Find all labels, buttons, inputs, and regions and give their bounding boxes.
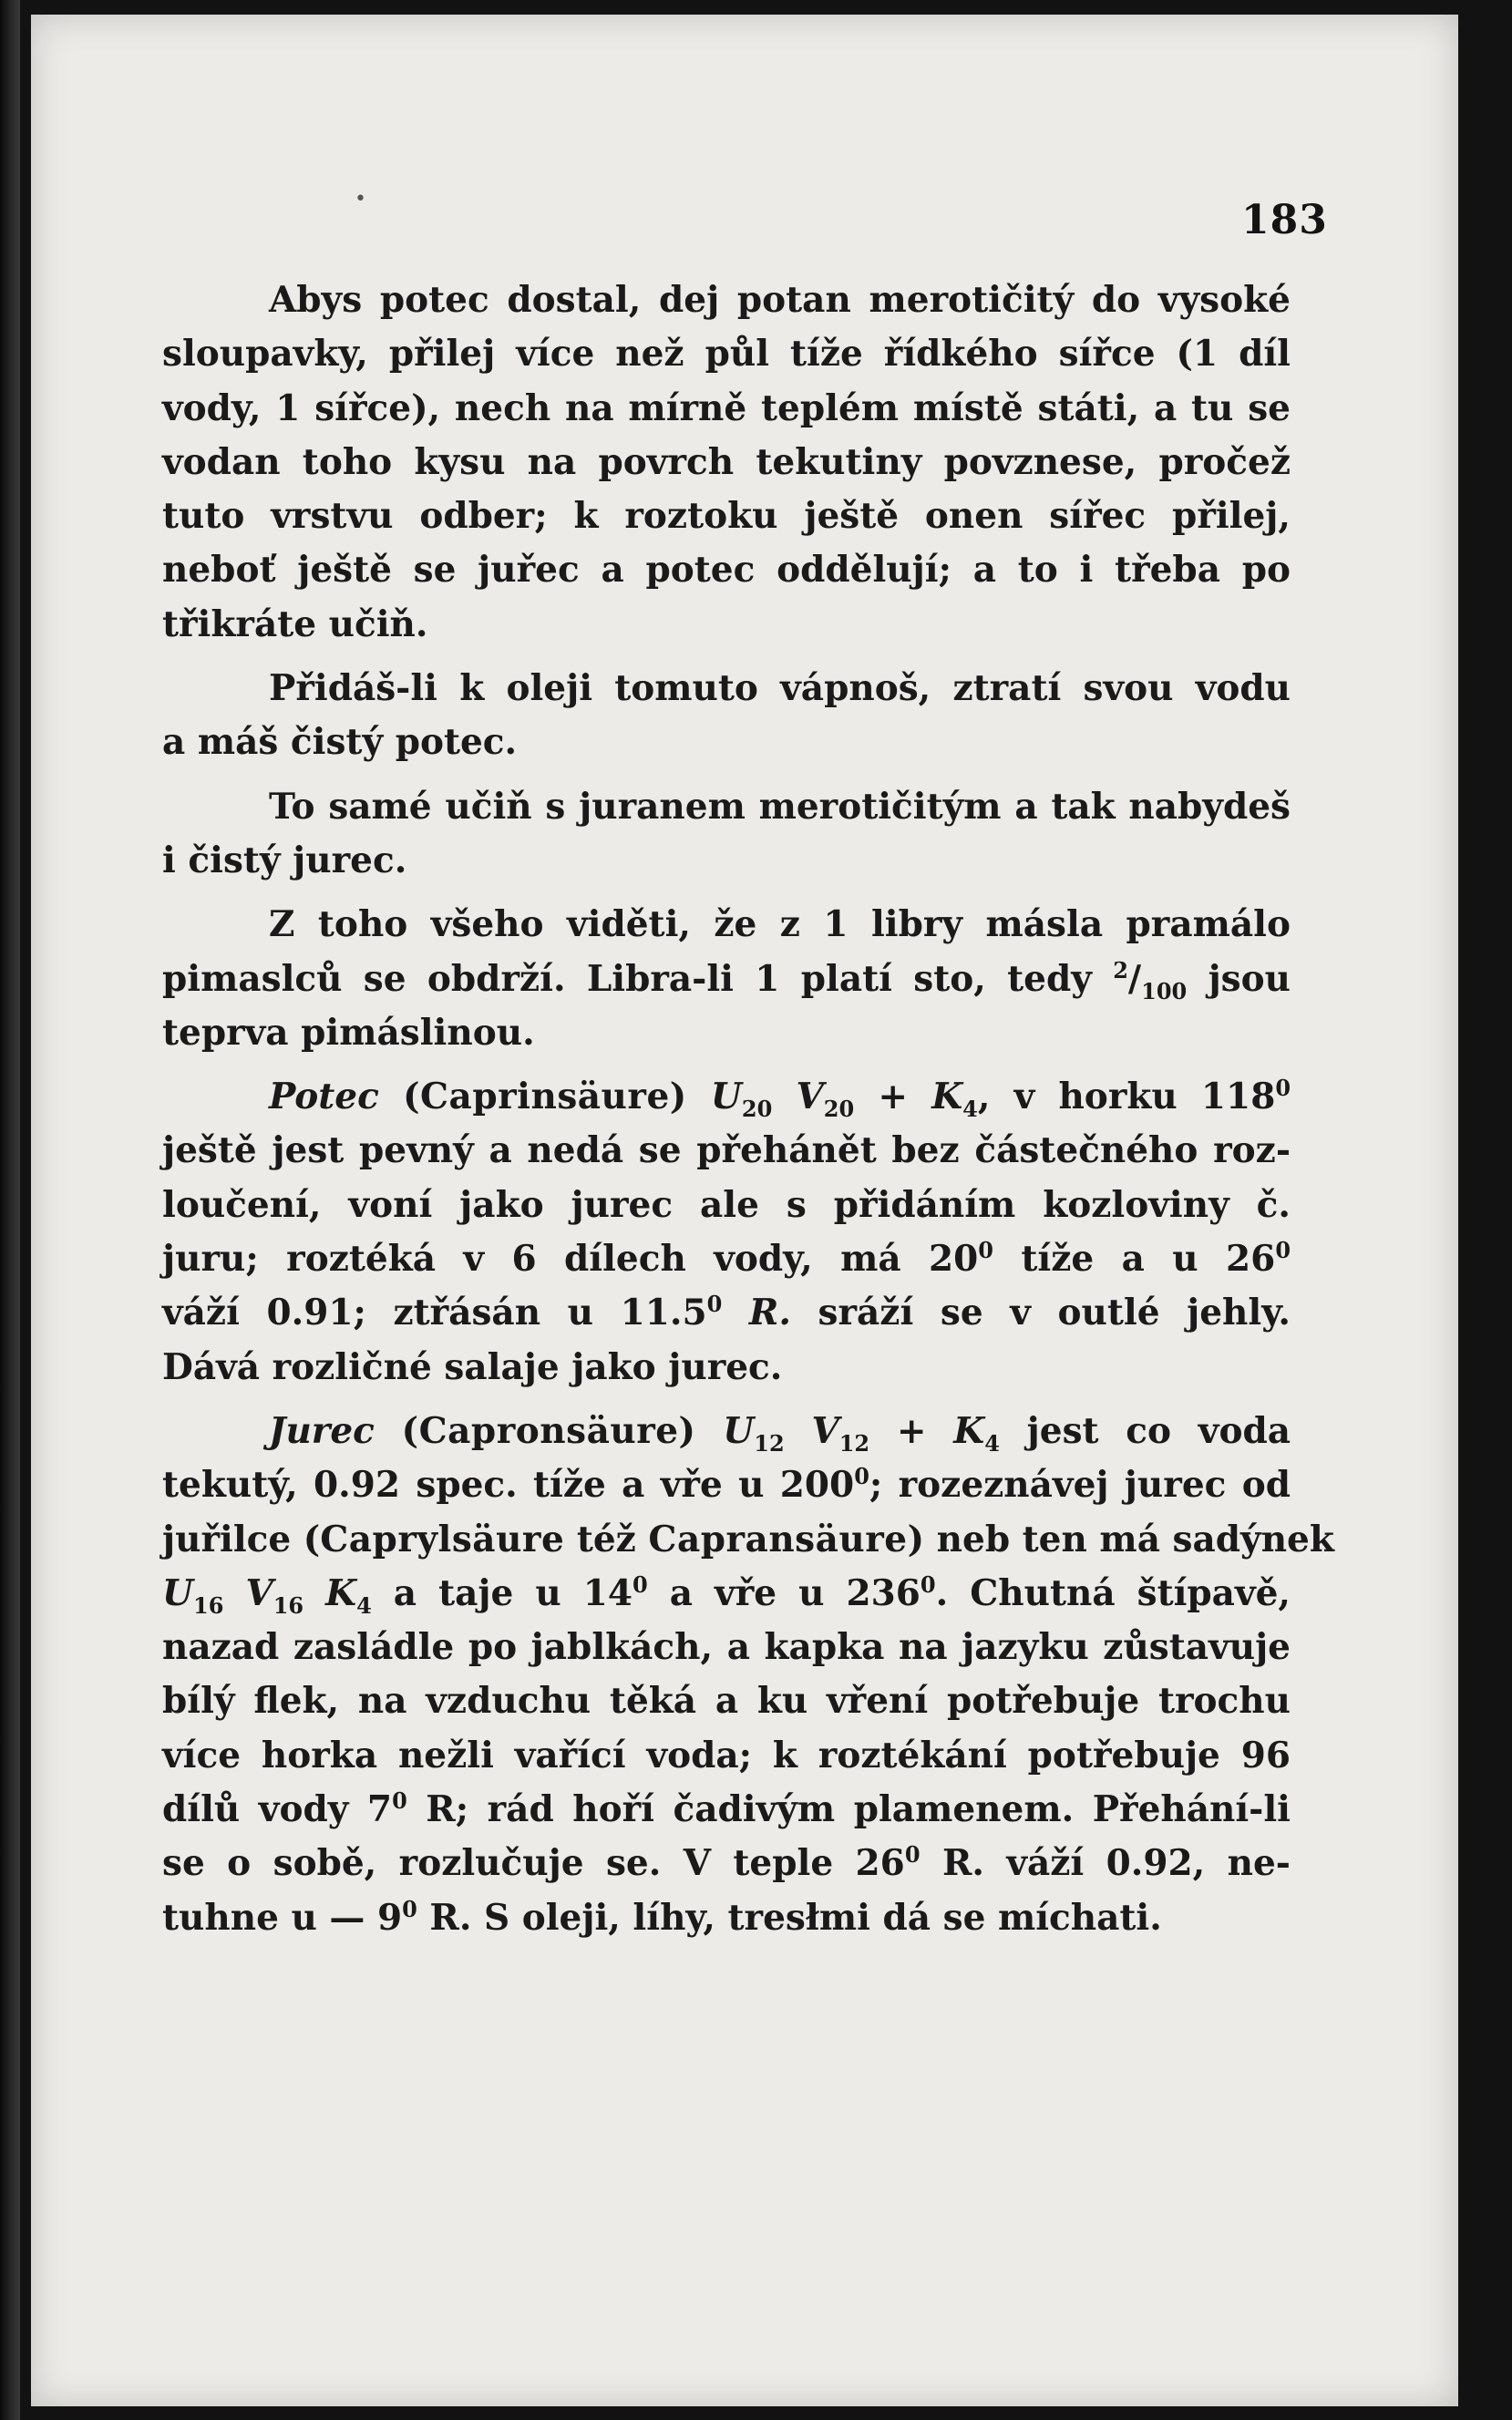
- german-name: Caprylsäure: [320, 1518, 565, 1560]
- degree-mark: 0: [1275, 1075, 1291, 1102]
- text-line: bílý flek, na vzduchu těká a ku vření potřebuje trochu: [162, 1680, 1291, 1723]
- formula-symbol: K: [931, 1076, 963, 1118]
- degree-mark: 0: [392, 1787, 407, 1815]
- text-segment: juru; roztéká v 6 dílech vody, má 20: [162, 1238, 979, 1281]
- reaumur-unit: R.: [748, 1292, 791, 1334]
- text-line: více horka nežli vařící voda; k roztékání potřebuje 96: [162, 1734, 1291, 1776]
- formula-subscript: 16: [193, 1591, 224, 1619]
- text-line: pimaslců se obdrží. Libra-li 1 platí sto, tedy $^2/_{100}$ jsou: [162, 956, 1291, 1004]
- paragraph-1: [162, 273, 1291, 652]
- text-segment: pimaslců se obdrží. Libra-li 1 platí sto, tedy: [162, 957, 1092, 1000]
- formula-symbol: V: [245, 1571, 273, 1614]
- formula-symbol: U: [710, 1076, 742, 1118]
- formula-symbol: K: [953, 1409, 985, 1452]
- text-segment: tekutý, 0.92 spec. tíže a vře u 200: [162, 1464, 855, 1507]
- formula-symbol: U: [162, 1571, 194, 1614]
- text-line: [162, 1783, 1291, 1837]
- formula-subscript: 12: [838, 1429, 870, 1457]
- text-line: Přidáš-li k oleji tomuto vápnoš, ztratí svou vodu: [269, 667, 1291, 710]
- text-segment: jest co voda: [999, 1409, 1291, 1452]
- german-name: (Capronsäure): [401, 1409, 696, 1452]
- text-line: vody, 1 sířce), nech na mírně teplém místě státi, a tu se: [162, 386, 1291, 429]
- text-line: loučení, voní jako jurec ale s přidáním kozloviny č.: [162, 1183, 1291, 1226]
- text-segment: ; rozeznávej jurec od: [869, 1464, 1291, 1507]
- text-segment: . Chutná štípavě,: [935, 1571, 1291, 1614]
- text-line: Dává rozličné salaje jako jurec.: [162, 1345, 783, 1388]
- degree-mark: 0: [1275, 1237, 1291, 1264]
- text-segment: tíže a u 26: [993, 1238, 1276, 1281]
- text-segment: ) neb ten má sadýnek: [907, 1518, 1334, 1560]
- text-line: sloupavky, přilej více než půl tíže řídkého sířce (1 díl: [162, 333, 1291, 376]
- text-line: teprva pimáslinou.: [162, 1011, 535, 1054]
- text-line: i čistý jurec.: [162, 839, 407, 881]
- text-line: [162, 1070, 1291, 1124]
- german-name: (Caprinsäure): [403, 1076, 687, 1118]
- text-line: a máš čistý potec.: [162, 721, 518, 764]
- paragraph-2: [162, 662, 1291, 770]
- text-line: třikráte učiň.: [162, 602, 428, 645]
- text-segment: R; rád hoří čadivým plamenem. Přehání-li: [406, 1788, 1291, 1831]
- degree-mark: 0: [706, 1291, 723, 1318]
- text-segment: se o sobě, rozlučuje se. V teple 26: [162, 1842, 905, 1885]
- text-segment: též: [564, 1518, 649, 1560]
- paragraph-5: [162, 1070, 1291, 1395]
- formula-subscript: 12: [754, 1429, 785, 1457]
- text-line: vodan toho kysu na povrch tekutiny povznese, pročež: [162, 440, 1291, 483]
- fraction-numerator: 2: [1113, 956, 1128, 983]
- text-line: [162, 1837, 1291, 1890]
- formula-plus: +: [878, 1076, 909, 1118]
- paragraph-4: [162, 898, 1291, 1060]
- text-segment: tuhne u — 9: [162, 1896, 403, 1939]
- formula-subscript: 20: [823, 1095, 855, 1122]
- text-line: [162, 1405, 1291, 1458]
- degree-mark: 0: [978, 1237, 993, 1264]
- formula-subscript: 20: [741, 1095, 773, 1122]
- term-potec: Potec: [269, 1076, 379, 1118]
- paragraph-3: [162, 780, 1291, 889]
- formula-subscript: 16: [273, 1591, 304, 1619]
- text-segment: , v horku 118: [977, 1076, 1276, 1118]
- formula-plus: +: [896, 1409, 927, 1452]
- formula-symbol: V: [796, 1076, 824, 1118]
- text-segment: R. váží 0.92, ne-: [920, 1842, 1291, 1885]
- text-line: [162, 1513, 1334, 1567]
- text-line: [162, 1891, 1291, 1945]
- text-line: [162, 1232, 1291, 1286]
- page-mark: •: [355, 188, 366, 211]
- text-line: Z toho všeho viděti, že z 1 libry másla pramálo: [269, 903, 1291, 946]
- text-segment: váží 0.91; ztřásán u 11.5: [162, 1292, 707, 1334]
- text-segment: dílů vody 7: [162, 1788, 393, 1831]
- scan-edge: [0, 0, 20, 2420]
- degree-mark: 0: [402, 1895, 417, 1922]
- text-line: [162, 1567, 1291, 1621]
- text-line: To samé učiň s juranem merotičitým a tak nabydeš: [269, 785, 1291, 828]
- text-line: [162, 1286, 1291, 1340]
- paragraph-6: [162, 1405, 1334, 1945]
- text-line: [162, 1458, 1291, 1512]
- formula-symbol: K: [325, 1571, 357, 1614]
- formula-subscript: 4: [356, 1591, 372, 1619]
- text-line: nazad zasládle po jablkách, a kapka na jazyku zůstavuje: [162, 1626, 1291, 1669]
- degree-mark: 0: [920, 1570, 936, 1598]
- page-number: 183: [1241, 197, 1328, 243]
- text-segment: R. S oleji, líhy, tresłmi dá se míchati.: [417, 1896, 1162, 1939]
- text-line: neboť ještě se juřec a potec oddělují; a to i třeba po: [162, 549, 1291, 592]
- formula-subscript: 4: [984, 1429, 1000, 1457]
- degree-mark: 0: [633, 1570, 648, 1598]
- formula-symbol: U: [723, 1409, 755, 1452]
- term-jurec: Jurec: [269, 1409, 375, 1452]
- formula-symbol: V: [811, 1409, 839, 1452]
- text-line: Abys potec dostal, dej potan merotičitý do vysoké: [269, 279, 1291, 321]
- formula-subscript: 4: [962, 1095, 978, 1122]
- text-segment: a taje u 14: [371, 1571, 633, 1614]
- text-segment: juřilce (: [162, 1518, 321, 1560]
- text-line: ještě jest pevný a nedá se přehánět bez částečného roz-: [162, 1129, 1291, 1172]
- text-segment: sráží se v outlé jehly.: [790, 1292, 1291, 1334]
- german-name: Capransäure: [648, 1518, 908, 1560]
- text-segment: jsou: [1208, 957, 1291, 1000]
- text-line: tuto vrstvu odber; k roztoku ještě onen sířec přilej,: [162, 495, 1291, 538]
- page-body: [162, 273, 1334, 1955]
- text-segment: a vře u 236: [647, 1571, 921, 1614]
- fraction-denominator: 100: [1141, 977, 1188, 1004]
- degree-mark: 0: [854, 1463, 869, 1490]
- degree-mark: 0: [904, 1841, 921, 1869]
